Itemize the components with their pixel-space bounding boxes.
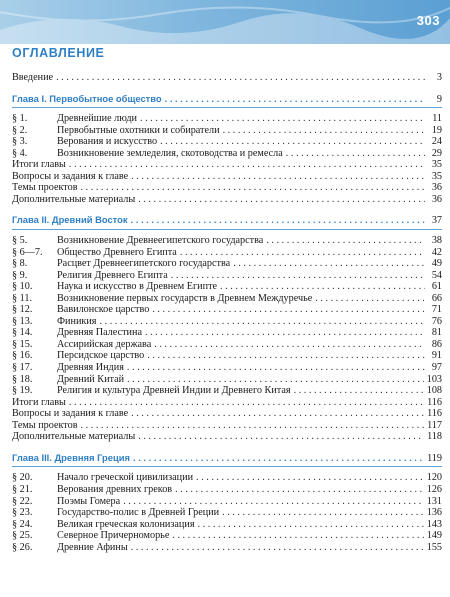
table-of-contents — [12, 72, 442, 553]
dot-leader — [180, 247, 425, 259]
section-page: 131 — [426, 495, 442, 507]
chapter-page: 119 — [427, 452, 442, 464]
page-header-band — [0, 0, 450, 44]
toc-section[interactable] — [12, 125, 442, 137]
section-page: 136 — [426, 507, 442, 519]
section-number: § 15. — [12, 338, 33, 350]
section-title: Вавилонское царство — [57, 304, 150, 316]
section-title: Великая греческая колонизация — [57, 518, 195, 530]
extra-title: Вопросы и задания к главе — [12, 170, 129, 182]
header-decoration — [0, 0, 450, 44]
dot-leader — [198, 519, 424, 531]
toc-intro-text: Введение — [12, 72, 54, 83]
dot-leader — [294, 385, 424, 397]
section-page: 24 — [431, 136, 442, 148]
dot-leader — [81, 182, 425, 194]
section-number: § 3. — [12, 136, 28, 148]
section-title: Первобытные охотники и собиратели — [57, 124, 220, 136]
section-title: Возникновение Древнеегипетского государства — [57, 235, 264, 247]
dot-leader — [152, 304, 425, 316]
dot-leader — [223, 125, 425, 137]
toc-section[interactable] — [12, 281, 442, 293]
section-page: 155 — [426, 541, 442, 553]
dot-leader — [145, 327, 425, 339]
extra-title: Вопросы и задания к главе — [12, 408, 129, 420]
section-page: 108 — [426, 385, 442, 397]
dot-leader — [131, 171, 425, 183]
section-title: Древнейшие люди — [57, 113, 137, 125]
toc-section[interactable] — [12, 350, 442, 362]
section-number: § 4. — [12, 147, 28, 159]
section-page: 76 — [431, 315, 442, 327]
section-page: 103 — [426, 373, 442, 385]
dot-leader — [233, 258, 425, 270]
section-title: Государство-полис в Древней Греции — [57, 507, 220, 519]
toc-section[interactable] — [12, 339, 442, 351]
dot-leader — [56, 72, 425, 84]
section-page: 86 — [431, 338, 442, 350]
section-number: § 12. — [12, 304, 33, 316]
toc-intro[interactable] — [12, 72, 442, 84]
section-number: § 22. — [12, 495, 33, 507]
dot-leader — [131, 408, 424, 420]
dot-leader — [69, 397, 424, 409]
section-title: Наука и искусство в Древнем Египте — [57, 281, 218, 293]
dot-leader — [154, 339, 425, 351]
chapter-heading[interactable] — [12, 93, 442, 105]
extra-title: Темы проектов — [12, 419, 78, 431]
section-number: § 16. — [12, 350, 33, 362]
section-page: 71 — [431, 304, 442, 316]
section-title: Религия и культура Древней Индии и Древнего Китая — [57, 385, 291, 397]
extra-title: Итоги главы — [12, 396, 66, 408]
section-number: § 23. — [12, 507, 33, 519]
section-title: Финикия — [57, 315, 97, 327]
section-number: § 8. — [12, 258, 28, 270]
toc-extra[interactable] — [12, 431, 442, 443]
chapter-page: 37 — [431, 215, 442, 227]
toc-section[interactable] — [12, 136, 442, 148]
chapter-divider — [12, 229, 442, 230]
toc-section[interactable] — [12, 542, 442, 554]
section-number: § 10. — [12, 281, 33, 293]
toc-extra[interactable] — [12, 397, 442, 409]
section-title: Персидское царство — [57, 350, 145, 362]
extra-title: Темы проектов — [12, 182, 78, 194]
section-title: Древняя Палестина — [57, 327, 142, 339]
dot-leader — [127, 374, 424, 386]
dot-leader — [133, 452, 424, 464]
toc-section[interactable] — [12, 362, 442, 374]
extra-page: 116 — [427, 408, 442, 420]
dot-leader — [172, 530, 423, 542]
dot-leader — [160, 136, 425, 148]
section-number: § 20. — [12, 472, 33, 484]
dot-leader — [127, 362, 425, 374]
section-number: § 21. — [12, 483, 33, 495]
section-number: § 11. — [12, 292, 32, 304]
toc-section[interactable] — [12, 247, 442, 259]
section-title: Северное Причерноморье — [57, 530, 170, 542]
section-page: 11 — [432, 113, 442, 125]
section-page: 61 — [431, 281, 442, 293]
toc-extra[interactable] — [12, 182, 442, 194]
section-title: Древний Китай — [57, 373, 125, 385]
section-number: § 2. — [12, 124, 28, 136]
section-number: § 24. — [12, 518, 33, 530]
dot-leader — [286, 148, 425, 160]
section-number: § 6—7. — [12, 246, 43, 258]
section-page: 66 — [431, 292, 442, 304]
section-page: 91 — [431, 350, 442, 362]
section-title: Верования и искусство — [57, 136, 158, 148]
dot-leader — [220, 281, 425, 293]
section-number: § 14. — [12, 327, 33, 339]
chapter-title: Глава I. Первобытное общество — [12, 92, 162, 104]
chapter-heading[interactable] — [12, 214, 442, 226]
dot-leader — [196, 472, 424, 484]
toc-extra[interactable] — [12, 171, 442, 183]
toc-extra[interactable] — [12, 408, 442, 420]
toc-section[interactable] — [12, 385, 442, 397]
toc-intro-page: 3 — [436, 72, 442, 83]
section-number: § 25. — [12, 530, 33, 542]
page-number: 303 — [416, 13, 440, 28]
dot-leader — [165, 93, 425, 105]
toc-section[interactable] — [12, 113, 442, 125]
section-number: § 17. — [12, 362, 33, 374]
section-title: Начало греческой цивилизации — [57, 472, 194, 484]
section-title: Верования древних греков — [57, 483, 173, 495]
toc-section[interactable] — [12, 484, 442, 496]
chapter-title: Глава III. Древняя Греция — [12, 451, 130, 463]
section-number: § 26. — [12, 541, 33, 553]
dot-leader — [171, 270, 425, 282]
section-number: § 19. — [12, 385, 33, 397]
section-number: § 18. — [12, 373, 33, 385]
dot-leader — [138, 194, 425, 206]
section-page: 143 — [426, 518, 442, 530]
section-title: Ассирийская держава — [57, 338, 152, 350]
toc-extra[interactable] — [12, 159, 442, 171]
dot-leader — [147, 350, 425, 362]
toc-section[interactable] — [12, 519, 442, 531]
extra-page: 118 — [427, 431, 442, 443]
extra-title: Дополнительные материалы — [12, 193, 136, 205]
section-title: Поэмы Гомера — [57, 495, 121, 507]
spacer — [12, 205, 442, 214]
section-page: 38 — [431, 235, 442, 247]
toc-section[interactable] — [12, 270, 442, 282]
toc-section[interactable] — [12, 374, 442, 386]
dot-leader — [266, 235, 425, 247]
toc-section[interactable] — [12, 258, 442, 270]
toc-section[interactable] — [12, 148, 442, 160]
extra-page: 35 — [431, 170, 442, 182]
dot-leader — [175, 484, 424, 496]
spacer — [12, 84, 442, 93]
extra-page: 36 — [431, 182, 442, 194]
dot-leader — [138, 431, 424, 443]
spacer — [12, 443, 442, 452]
dot-leader — [81, 420, 425, 432]
section-page: 29 — [431, 147, 442, 159]
section-title: Религия Древнего Египта — [57, 269, 168, 281]
toc-section[interactable] — [12, 472, 442, 484]
section-page: 19 — [431, 124, 442, 136]
section-page: 49 — [431, 258, 442, 270]
section-title: Расцвет Древнеегипетского государства — [57, 258, 231, 270]
extra-title: Дополнительные материалы — [12, 431, 136, 443]
toc-extra[interactable] — [12, 194, 442, 206]
section-number: § 13. — [12, 315, 33, 327]
section-page: 120 — [426, 472, 442, 484]
section-title: Общество Древнего Египта — [57, 246, 177, 258]
dot-leader — [315, 293, 425, 305]
toc-section[interactable] — [12, 496, 442, 508]
toc-section[interactable] — [12, 304, 442, 316]
section-number: § 9. — [12, 269, 28, 281]
extra-page: 116 — [427, 396, 442, 408]
extra-title: Итоги главы — [12, 159, 66, 171]
chapter-divider — [12, 107, 442, 108]
toc-section[interactable] — [12, 530, 442, 542]
toc-section[interactable] — [12, 293, 442, 305]
dot-leader — [131, 214, 425, 226]
section-number: § 1. — [12, 113, 28, 125]
extra-page: 117 — [427, 419, 442, 431]
chapter-page: 9 — [436, 93, 442, 105]
section-title: Древние Афины — [57, 541, 128, 553]
chapter-heading[interactable] — [12, 452, 442, 464]
section-page: 42 — [431, 246, 442, 258]
extra-page: 35 — [431, 159, 442, 171]
dot-leader — [131, 542, 424, 554]
dot-leader — [140, 113, 425, 125]
extra-page: 36 — [431, 193, 442, 205]
section-number: § 5. — [12, 235, 28, 247]
dot-leader — [123, 496, 424, 508]
section-page: 149 — [426, 530, 442, 542]
dot-leader — [100, 316, 426, 328]
section-title: Возникновение первых государств в Древнем Междуречье — [57, 292, 313, 304]
chapter-divider — [12, 466, 442, 467]
section-title: Древняя Индия — [57, 362, 124, 374]
toc-section[interactable] — [12, 316, 442, 328]
toc-section[interactable] — [12, 235, 442, 247]
toc-extra[interactable] — [12, 420, 442, 432]
toc-section[interactable] — [12, 507, 442, 519]
dot-leader — [69, 159, 425, 171]
page-title: ОГЛАВЛЕНИЕ — [12, 46, 105, 60]
section-page: 97 — [431, 362, 442, 374]
section-page: 126 — [426, 483, 442, 495]
dot-leader — [222, 507, 424, 519]
chapter-title: Глава II. Древний Восток — [12, 214, 128, 226]
section-title: Возникновение земледелия, скотоводства и ремесла — [57, 147, 283, 159]
section-page: 54 — [431, 269, 442, 281]
section-page: 81 — [431, 327, 442, 339]
toc-section[interactable] — [12, 327, 442, 339]
